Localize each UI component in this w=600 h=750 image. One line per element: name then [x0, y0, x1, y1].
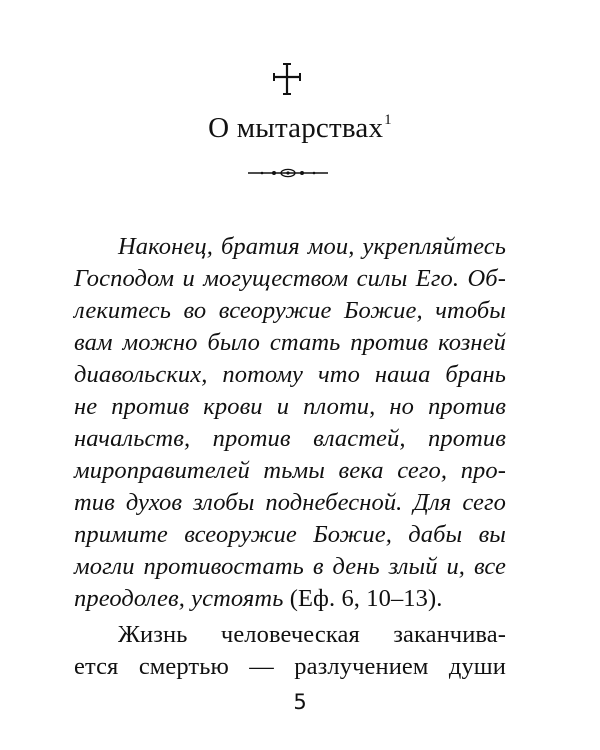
- quote-line: могли противостать в день злый и, все: [74, 553, 506, 580]
- chapter-title: О мытарствах$^1$: [208, 112, 392, 144]
- paragraph-line: ется смертью — разлучением души: [74, 653, 506, 680]
- scripture-reference: (Еф. 6, 10–13).: [289, 585, 443, 612]
- quote-line: мироправителей тьмы века сего, про-: [74, 457, 506, 484]
- quote-line: не против крови и плоти, но против: [74, 393, 506, 420]
- quote-line: тив духов злобы поднебесной. Для сего: [74, 489, 506, 516]
- quote-line: диавольских, потому что наша брань: [74, 361, 506, 388]
- quote-line: начальств, против властей, против: [74, 425, 506, 452]
- quote-line: Наконец, братия мои, укрепляйтесь: [118, 233, 506, 260]
- paragraph-line: Жизнь человеческая заканчива-: [118, 621, 506, 648]
- footnote-mark: 1: [384, 112, 392, 128]
- quote-last-text: преодолев, устоять: [74, 585, 284, 612]
- page-number: 5: [293, 690, 307, 714]
- quote-line: примите всеоружие Божие, дабы вы: [74, 521, 506, 548]
- quote-line: Господом и могуществом силы Его. Об-: [74, 265, 506, 292]
- quote-line: вам можно было стать против козней: [74, 329, 506, 356]
- cross-icon: [270, 62, 304, 96]
- ornament-divider-icon: [248, 166, 328, 180]
- quote-last-line: [74, 584, 506, 614]
- quote-line: лекитесь во всеоружие Божие, чтобы: [74, 297, 506, 324]
